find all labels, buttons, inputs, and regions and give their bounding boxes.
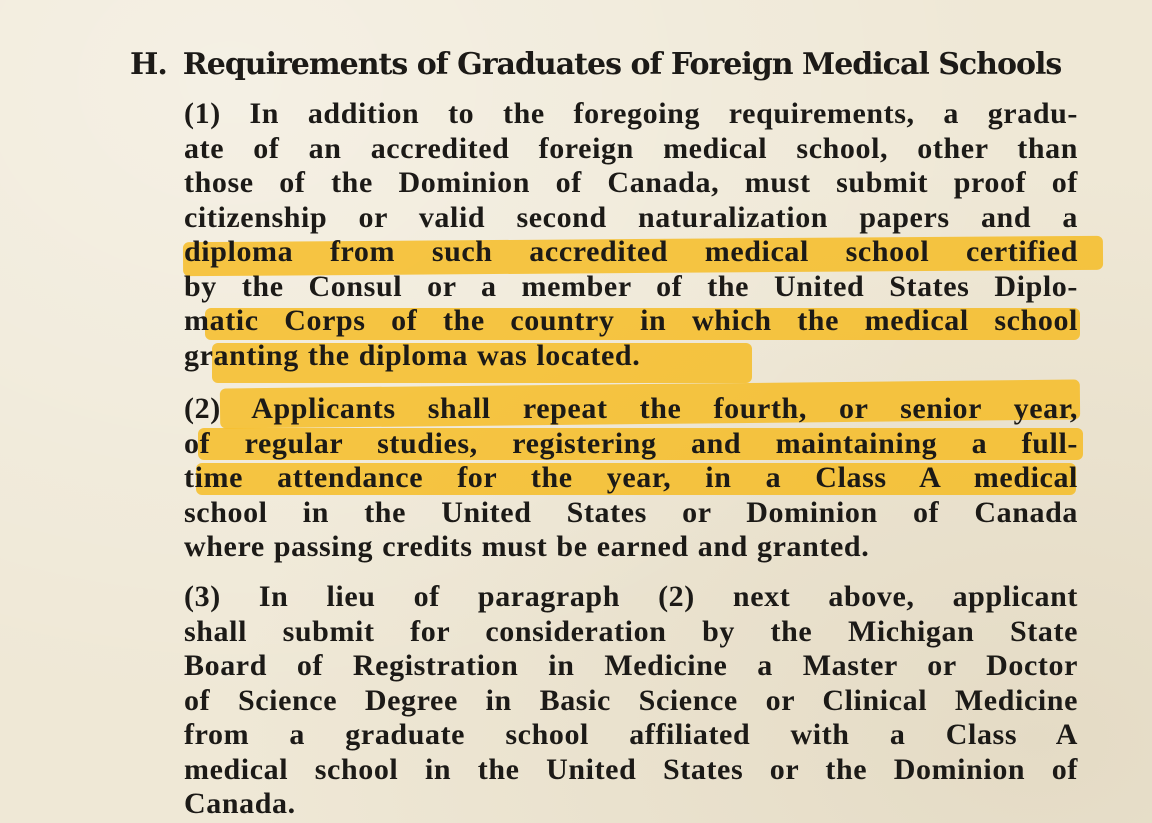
text-line: granting the diploma was located. (184, 338, 641, 372)
text-line: citizenship or valid second naturalization papers and a (184, 200, 1078, 234)
section-letter: H. (130, 47, 167, 82)
section-heading (130, 45, 1090, 85)
text-line: time attendance for the year, in a Class A medical (184, 461, 1078, 494)
text-line: by the Consul or a member of the United States Diplo- (184, 269, 1078, 303)
text-line: diploma from such accredited medical school certified (184, 235, 1078, 268)
paragraph-3 (184, 580, 1078, 822)
text-line: Board of Registration in Medicine a Master or Doctor (184, 649, 1078, 682)
text-line: of regular studies, registering and maintaining a full- (184, 426, 1078, 460)
text-line: (2) Applicants shall repeat the fourth, or senior year, (184, 392, 1078, 425)
text-line: medical school in the United States or the Dominion of (184, 752, 1078, 786)
text-line: those of the Dominion of Canada, must submit proof of (184, 166, 1078, 199)
text-line: Canada. (184, 787, 296, 820)
text-line: of Science Degree in Basic Science or Clinical Medicine (184, 683, 1078, 717)
text-line: where passing credits must be earned and granted. (184, 530, 870, 563)
section-title: Requirements of Graduates of Foreign Medical Schools (182, 47, 1062, 82)
text-line: ate of an accredited foreign medical school, other than (184, 131, 1078, 165)
paragraph-1 (184, 97, 1078, 373)
text-line: (3) In lieu of paragraph (2) next above, applicant (184, 580, 1078, 613)
text-line: from a graduate school affiliated with a Class A (184, 718, 1078, 751)
text-line: school in the United States or Dominion of Canada (184, 495, 1078, 529)
text-line: matic Corps of the country in which the medical school (184, 304, 1078, 337)
paragraph-2 (184, 392, 1078, 565)
text-line: (1) In addition to the foregoing requirements, a gradu- (184, 97, 1078, 130)
text-line: shall submit for consideration by the Michigan State (184, 614, 1078, 648)
